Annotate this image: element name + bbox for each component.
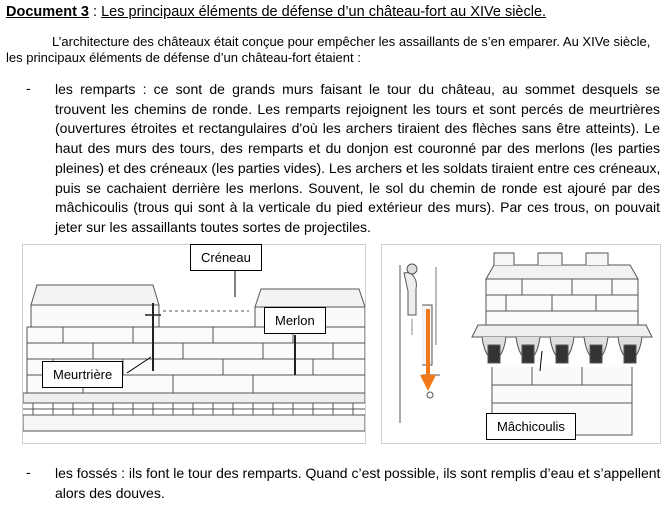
label-machicoulis: Mâchicoulis [486, 413, 576, 440]
bullet-fosses [55, 464, 660, 503]
bullet-remparts [55, 80, 660, 238]
intro-paragraph [6, 34, 658, 66]
document-label: Document 3 [6, 4, 89, 20]
text-line: trouvent les chemins de ronde. Les remparts rejoignent les tours et sont percés de meurtrières [55, 100, 660, 117]
text-line: haut des murs des tours, des remparts et du donjon est couronné par des merlons (les parties [55, 140, 660, 157]
document-title [6, 4, 546, 20]
text-line: alors des douves. [55, 484, 165, 501]
text-line: les fossés : ils font le tour des remparts. Quand c’est possible, ils sont remplis d’eau et s’appellent [55, 465, 661, 481]
text-line: les remparts : ce sont de grands murs faisant le tour du château, au sommet desquels se [55, 81, 660, 97]
bullet-marker: - [26, 80, 31, 96]
text-line: puis se cachaient derrière les merlons. Souvent, le sol du chemin de ronde est ajouré par des [55, 179, 660, 196]
label-merlon: Merlon [264, 307, 326, 334]
title-separator: : [89, 4, 102, 20]
text-line: mâchicoulis (trous qui sont à la verticale du pied extérieur des murs). Par ces trous, on pouvait [55, 199, 660, 216]
bullet-marker: - [26, 464, 31, 480]
intro-line-1: L’architecture des châteaux était conçue pour empêcher les assaillants de s’en emparer. Au XIVe siècle, [52, 34, 651, 49]
crenellation-illustration [22, 244, 366, 444]
intro-line-2: les principaux éléments de défense d’un château-fort étaient : [6, 50, 361, 65]
text-line: (ouvertures étroites et rectangulaires d'où les archers tiraient des flèches sans être atteints). Le [55, 120, 660, 137]
document-heading: Les principaux éléments de défense d’un château-fort au XIVe siècle. [101, 4, 547, 20]
wall-drawing [23, 245, 365, 443]
label-meurtriere: Meurtrière [42, 361, 123, 388]
text-line: pleines) et des créneaux (les parties vides). Les archers et les soldats tiraient entre ces créneaux, [55, 159, 661, 176]
label-creneau: Créneau [190, 244, 262, 271]
text-line: jeter sur les assaillants toutes sortes de projectiles. [55, 218, 371, 235]
